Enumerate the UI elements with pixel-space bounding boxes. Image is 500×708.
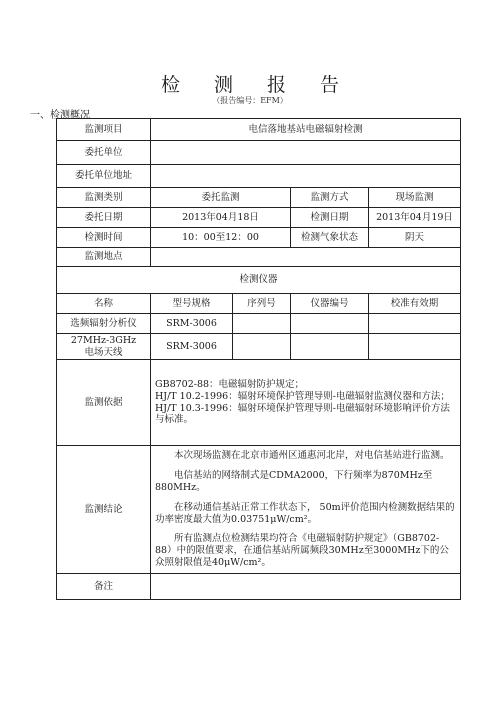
instrument-serial [233,314,291,334]
test-date-value: 2013年04月19日 [369,208,461,228]
location-value [151,248,461,267]
category-label: 监测类别 [57,188,151,208]
row-instrument-headers [57,294,461,314]
conclusion-paragraph: 电信基站的网络制式是CDMA2000，下行频率为870MHz至880MHz。 [155,469,433,493]
instrument-header-model: 型号规格 [151,294,233,314]
test-time-value: 10：00至12：00 [151,228,291,248]
instrument-section-label: 检测仪器 [57,267,461,294]
monitor-item-label: 监测项目 [57,119,151,141]
client-address-label: 委托单位地址 [57,165,151,188]
client-value [151,141,461,165]
weather-label: 检测气象状态 [291,228,369,248]
instrument-header-name: 名称 [57,294,151,314]
entrust-date-value: 2013年04月18日 [151,208,291,228]
row-conclusion [57,446,461,574]
basis-label: 监测依据 [57,360,151,446]
method-label: 监测方式 [291,188,369,208]
weather-value: 阴天 [369,228,461,248]
row-dates [57,208,461,228]
instrument-name: 选频辐射分析仪 [57,314,151,334]
row-time-weather [57,228,461,248]
test-time-label: 检测时间 [57,228,151,248]
conclusion-label: 监测结论 [57,446,151,574]
report-form-table [56,118,461,600]
instrument-number [291,334,369,360]
location-label: 监测地点 [57,248,151,267]
conclusion-content [151,446,461,574]
test-date-label: 检测日期 [291,208,369,228]
remarks-value [151,574,461,600]
instrument-serial [233,334,291,360]
client-address-value [151,165,461,188]
instrument-row [57,334,461,360]
category-value: 委托监测 [151,188,291,208]
row-category [57,188,461,208]
report-number: （报告编号：EFM） [212,96,288,105]
basis-line: HJ/T 10.2-1996：辐射环境保护管理导则-电磁辐射监测仪器和方法； [155,390,450,402]
entrust-date-label: 委托日期 [57,208,151,228]
instrument-model: SRM-3006 [151,334,233,360]
instrument-header-number: 仪器编号 [291,294,369,314]
instrument-header-valid: 校准有效期 [369,294,461,314]
row-instrument-section [57,267,461,294]
client-label: 委托单位 [57,141,151,165]
conclusion-paragraph: 所有监测点位检测结果均符合《电磁辐射防护规定》（GB8702-88）中的限值要求，在通信基站所属频段30MHz至3000MHz下的公众照射限值是40μW/cm²。 [155,533,449,569]
row-monitor-item [57,119,461,141]
instrument-valid [369,314,461,334]
basis-line: GB8702-88：电磁辐射防护规定； [155,378,305,390]
basis-line: HJ/T 10.3-1996：辐射环境保护管理导则-电磁辐射环境影响评价方法与标准。 [155,402,450,426]
instrument-model: SRM-3006 [151,314,233,334]
monitor-item-value: 电信落地基站电磁辐射检测 [151,119,461,141]
section-title: 一、检测概况 [30,110,90,121]
report-title: 检 测 报 告 [160,74,354,96]
row-client [57,141,461,165]
instrument-name: 27MHz-3GHz 电场天线 [57,334,151,360]
method-value: 现场监测 [369,188,461,208]
row-basis [57,360,461,446]
row-remarks [57,574,461,600]
row-client-address [57,165,461,188]
instrument-row [57,314,461,334]
basis-content [151,360,461,446]
instrument-number [291,314,369,334]
instrument-valid [369,334,461,360]
conclusion-paragraph: 本次现场监测在北京市通州区通惠河北岸，对电信基站进行监测。 [174,450,450,461]
row-location [57,248,461,267]
instrument-header-serial: 序列号 [233,294,291,314]
remarks-label: 备注 [57,574,151,600]
conclusion-paragraph: 在移动通信基站正常工作状态下， 50m评价范围内检测数据结果的功率密度最大值为0.03751μW/cm²。 [155,501,455,525]
